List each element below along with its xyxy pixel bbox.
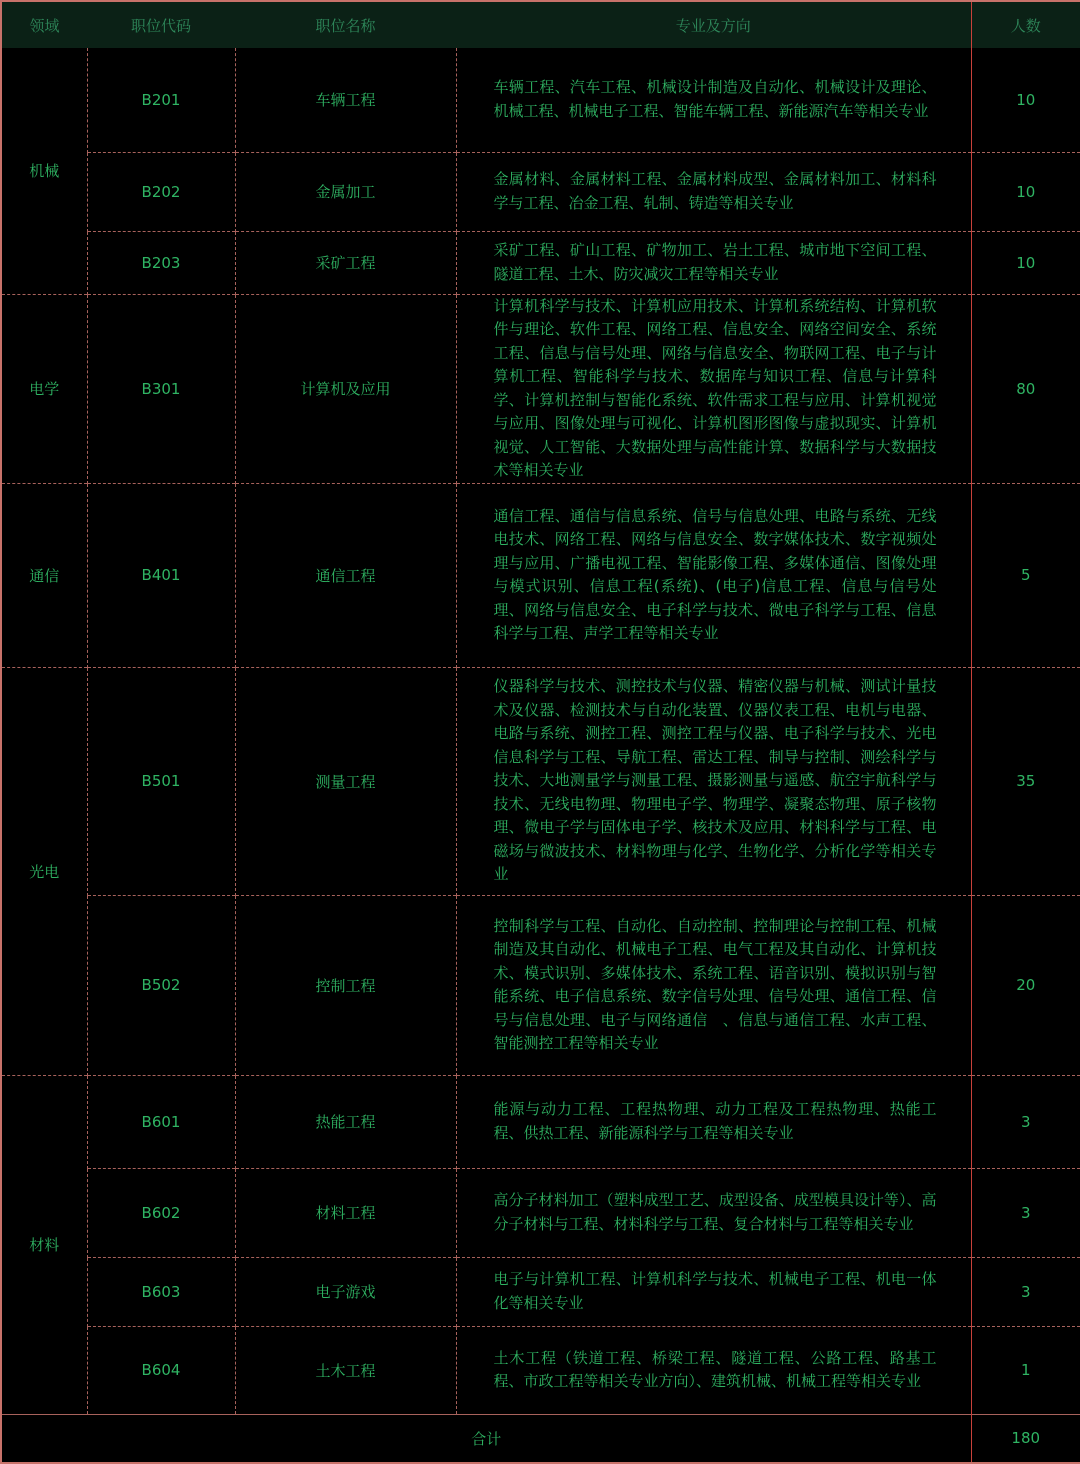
table-row	[1, 152, 1080, 231]
code-cell: B603	[87, 1257, 235, 1326]
majors-cell: 车辆工程、汽车工程、机械设计制造及自动化、机械设计及理论、机械工程、机械电子工程、智能车辆工程、新能源汽车等相关专业	[456, 48, 971, 152]
count-cell: 20	[971, 895, 1080, 1075]
domain-cell: 通信	[1, 483, 87, 667]
name-cell: 热能工程	[235, 1075, 456, 1168]
table-row	[1, 1168, 1080, 1257]
domain-cell: 电学	[1, 294, 87, 483]
table-row	[1, 667, 1080, 895]
majors-cell: 控制科学与工程、自动化、自动控制、控制理论与控制工程、机械制造及其自动化、机械电子工程、电气工程及其自动化、计算机技术、模式识别、多媒体技术、系统工程、语音识别、模拟识别与智能系统、电子信息系统、数字信号处理、信号处理、通信工程、信号与信息处理、电子与网络通信 、信息与通信工程、水声工程、智能测控工程等相关专业	[456, 895, 971, 1075]
total-row	[1, 1414, 1080, 1463]
name-cell: 计算机及应用	[235, 294, 456, 483]
table-row	[1, 1075, 1080, 1168]
count-cell: 5	[971, 483, 1080, 667]
table-row	[1, 1326, 1080, 1414]
count-cell: 10	[971, 231, 1080, 294]
table-row	[1, 1257, 1080, 1326]
table-row	[1, 483, 1080, 667]
code-cell: B601	[87, 1075, 235, 1168]
total-label: 合计	[1, 1414, 971, 1463]
name-cell: 土木工程	[235, 1326, 456, 1414]
header-count: 人数	[971, 1, 1080, 48]
count-cell: 3	[971, 1257, 1080, 1326]
name-cell: 通信工程	[235, 483, 456, 667]
majors-cell: 电子与计算机工程、计算机科学与技术、机械电子工程、机电一体化等相关专业	[456, 1257, 971, 1326]
count-cell: 10	[971, 152, 1080, 231]
count-cell: 3	[971, 1168, 1080, 1257]
table-row	[1, 48, 1080, 152]
header-domain: 领域	[1, 1, 87, 48]
majors-cell: 计算机科学与技术、计算机应用技术、计算机系统结构、计算机软件与理论、软件工程、网络工程、信息安全、网络空间安全、系统工程、信息与信号处理、网络与信息安全、物联网工程、电子与计算机工程、智能科学与技术、数据库与知识工程、信息与计算科学、计算机控制与智能化系统、软件需求工程与应用、计算机视觉与应用、图像处理与可视化、计算机图形图像与虚拟现实、计算机视觉、人工智能、大数据处理与高性能计算、数据科学与大数据技术等相关专业	[456, 294, 971, 483]
total-count: 180	[971, 1414, 1080, 1463]
code-cell: B201	[87, 48, 235, 152]
header-code: 职位代码	[87, 1, 235, 48]
majors-cell: 高分子材料加工（塑料成型工艺、成型设备、成型模具设计等）、高分子材料与工程、材料科学与工程、复合材料与工程等相关专业	[456, 1168, 971, 1257]
name-cell: 金属加工	[235, 152, 456, 231]
domain-cell: 机械	[29, 162, 60, 181]
majors-cell: 仪器科学与技术、测控技术与仪器、精密仪器与机械、测试计量技术及仪器、检测技术与自动化装置、仪器仪表工程、电机与电器、电路与系统、测控工程、测控工程与仪器、电子科学与技术、光电信息科学与工程、导航工程、雷达工程、制导与控制、测绘科学与技术、大地测量学与测量工程、摄影测量与遥感、航空宇航科学与技术、无线电物理、物理电子学、物理学、凝聚态物理、原子核物理、微电子学与固体电子学、核技术及应用、材料科学与工程、电磁场与微波技术、材料物理与化学、生物化学、分析化学等相关专业	[456, 667, 971, 895]
name-cell: 材料工程	[235, 1168, 456, 1257]
code-cell: B502	[87, 895, 235, 1075]
majors-cell: 采矿工程、矿山工程、矿物加工、岩土工程、城市地下空间工程、隧道工程、土木、防灾减灾工程等相关专业	[456, 231, 971, 294]
domain-cell: 材料	[1, 1075, 87, 1414]
domain-cell: 光电	[1, 667, 87, 1075]
count-cell: 35	[971, 667, 1080, 895]
name-cell: 控制工程	[235, 895, 456, 1075]
code-cell: B602	[87, 1168, 235, 1257]
table-row	[1, 294, 1080, 483]
name-cell: 采矿工程	[235, 231, 456, 294]
code-cell: B401	[87, 483, 235, 667]
majors-cell: 土木工程（铁道工程、桥梁工程、隧道工程、公路工程、路基工程、市政工程等相关专业方向）、建筑机械、机械工程等相关专业	[456, 1326, 971, 1414]
name-cell: 测量工程	[235, 667, 456, 895]
code-cell: B203	[87, 231, 235, 294]
table-row	[1, 231, 1080, 294]
header-majors: 专业及方向	[456, 1, 971, 48]
table-row	[1, 895, 1080, 1075]
code-cell: B202	[87, 152, 235, 231]
code-cell: B301	[87, 294, 235, 483]
count-cell: 10	[971, 48, 1080, 152]
count-cell: 80	[971, 294, 1080, 483]
header-name: 职位名称	[235, 1, 456, 48]
majors-cell: 金属材料、金属材料工程、金属材料成型、金属材料加工、材料科学与工程、冶金工程、轧制、铸造等相关专业	[456, 152, 971, 231]
code-cell: B604	[87, 1326, 235, 1414]
majors-cell: 能源与动力工程、工程热物理、动力工程及工程热物理、热能工程、供热工程、新能源科学与工程等相关专业	[456, 1075, 971, 1168]
count-cell: 3	[971, 1075, 1080, 1168]
majors-cell: 通信工程、通信与信息系统、信号与信息处理、电路与系统、无线电技术、网络工程、网络与信息安全、数字媒体技术、数字视频处理与应用、广播电视工程、智能影像工程、多媒体通信、图像处理与模式识别、信息工程(系统)、(电子)信息工程、信息与信号处理、网络与信息安全、电子科学与技术、微电子科学与工程、信息科学与工程、声学工程等相关专业	[456, 483, 971, 667]
name-cell: 车辆工程	[235, 48, 456, 152]
count-cell: 1	[971, 1326, 1080, 1414]
header-row	[1, 1, 1080, 48]
code-cell: B501	[87, 667, 235, 895]
name-cell: 电子游戏	[235, 1257, 456, 1326]
